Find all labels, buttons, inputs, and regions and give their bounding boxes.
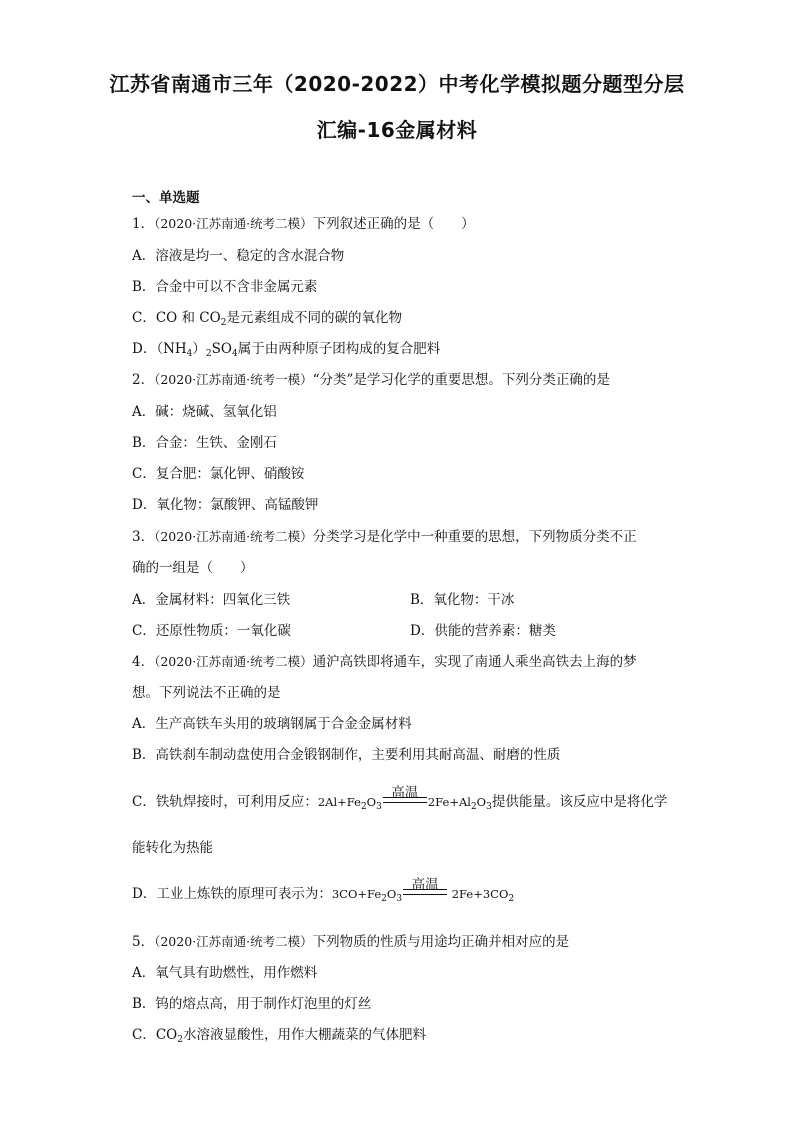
subscript: 2 [177,1035,183,1045]
question-number: 1． [132,216,155,232]
option-text: C．铁轨焊接时，可利用反应： [132,794,318,810]
question-1-option-b: B．合金中可以不含非金属元素 [132,279,318,295]
equation-products: 2Fe+3CO [451,887,509,901]
equation-reactants: O [386,887,397,901]
question-text: 下列叙述正确的是（ ） [312,216,475,232]
question-4-option-d [132,877,515,904]
question-4-option-a: A．生产高铁车头用的玻璃钢属于合金金属材料 [132,716,412,732]
question-number: 5． [132,934,155,950]
question-source: （2020·江苏南通·统考二模） [154,934,313,949]
question-1-option-d [132,337,440,357]
question-source: （2020·江苏南通·统考一模） [154,372,313,387]
reaction-condition-label: 高温 [391,785,419,801]
question-3-stem-line-2: 确的一组是（ ） [132,560,254,576]
question-1-option-c [132,306,402,326]
question-4-option-c-line-2: 能转化为热能 [132,840,213,856]
question-3-option-c: C．还原性物质：一氧化碳 [132,623,291,639]
document-title-line-2: 汇编-16金属材料 [316,118,478,142]
option-text: 是元素组成不同的碳的氧化物 [226,310,402,326]
question-5-option-c [132,1023,426,1043]
option-text: 属于由两种原子团构成的复合肥料 [237,341,441,357]
equation-products: O [476,795,487,809]
question-1-option-a: A．溶液是均一、稳定的含水混合物 [132,248,345,264]
question-source: （2020·江苏南通·统考二模） [154,216,313,231]
subscript: 2 [220,318,227,328]
section-heading: 一、单选题 [132,190,200,206]
question-3-option-a: A．金属材料：四氧化三铁 [132,592,291,608]
subscript: 3 [396,894,403,904]
subscript: 4 [186,349,193,359]
question-2-option-a: A．碱：烧碱、氢氧化铝 [132,404,277,420]
question-4-option-b: B．高铁刹车制动盘使用合金锻钢制作，主要利用其耐高温、耐磨的性质 [132,747,561,763]
option-text: 提供能量。该反应中是将化学 [491,794,668,810]
subscript: 3 [376,802,382,812]
question-2-stem [132,368,610,388]
reaction-condition-label: 高温 [411,877,439,893]
option-text: C．CO 和 CO [132,310,221,326]
question-3-option-b: B．氧化物：干冰 [410,592,515,608]
question-4-option-c [132,785,668,812]
subscript: 2 [360,802,367,812]
question-2-option-d: D．氧化物：氯酸钾、高锰酸钾 [132,497,319,513]
question-number: 3． [132,529,155,545]
question-number: 4． [132,654,155,670]
reaction-condition [382,785,428,809]
question-2-option-b: B．合金：生铁、金刚石 [132,435,277,451]
question-3-option-d: D．供能的营养素：糖类 [410,623,556,639]
question-5-option-a: A．氧气具有助燃性，用作燃料 [132,965,318,981]
chemical-equation [317,785,492,812]
question-text: 下列物质的性质与用途均正确并相对应的是 [312,934,570,950]
subscript: 2 [508,894,515,904]
reaction-condition [402,877,448,901]
question-4-stem-line-2: 想。下列说法不正确的是 [132,685,281,701]
question-number: 2． [132,372,155,388]
option-text: D．工业上炼铁的原理可表示为： [132,886,332,902]
equation-reactants: 2Al+Fe [317,795,361,809]
question-5-option-b: B．钨的熔点高，用于制作灯泡里的灯丝 [132,996,372,1012]
equation-reactants: 3CO+Fe [331,887,382,901]
question-text: 分类学习是化学中一种重要的思想，下列物质分类不正 [312,529,637,545]
equation-reactants: O [366,795,377,809]
option-text: ） [192,341,206,357]
chemical-equation [331,877,515,904]
option-text: 水溶液显酸性，用作大棚蔬菜的气体肥料 [182,1027,426,1043]
subscript: 2 [205,349,212,359]
subscript: 3 [486,802,492,812]
option-text: C．CO [132,1027,178,1043]
option-text: SO [211,341,232,357]
subscript: 2 [381,894,387,904]
question-2-option-c: C．复合肥：氯化钾、硝酸铵 [132,466,305,482]
question-3-stem [132,525,637,545]
question-4-stem [132,650,637,670]
question-1-stem [132,212,475,232]
question-source: （2020·江苏南通·统考二模） [154,529,313,544]
question-5-stem [132,930,569,950]
question-text: “分类”是学习化学的重要思想。下列分类正确的是 [312,372,610,388]
question-source: （2020·江苏南通·统考二模） [154,654,313,669]
document-title-line-1: 江苏省南通市三年（2020-2022）中考化学模拟题分题型分层 [109,72,685,96]
subscript: 2 [470,802,477,812]
equation-products: 2Fe+Al [427,795,471,809]
question-text: 通沪高铁即将通车，实现了南通人乘坐高铁去上海的梦 [312,654,637,670]
option-text: D．（NH [132,341,187,357]
subscript: 4 [231,349,238,359]
